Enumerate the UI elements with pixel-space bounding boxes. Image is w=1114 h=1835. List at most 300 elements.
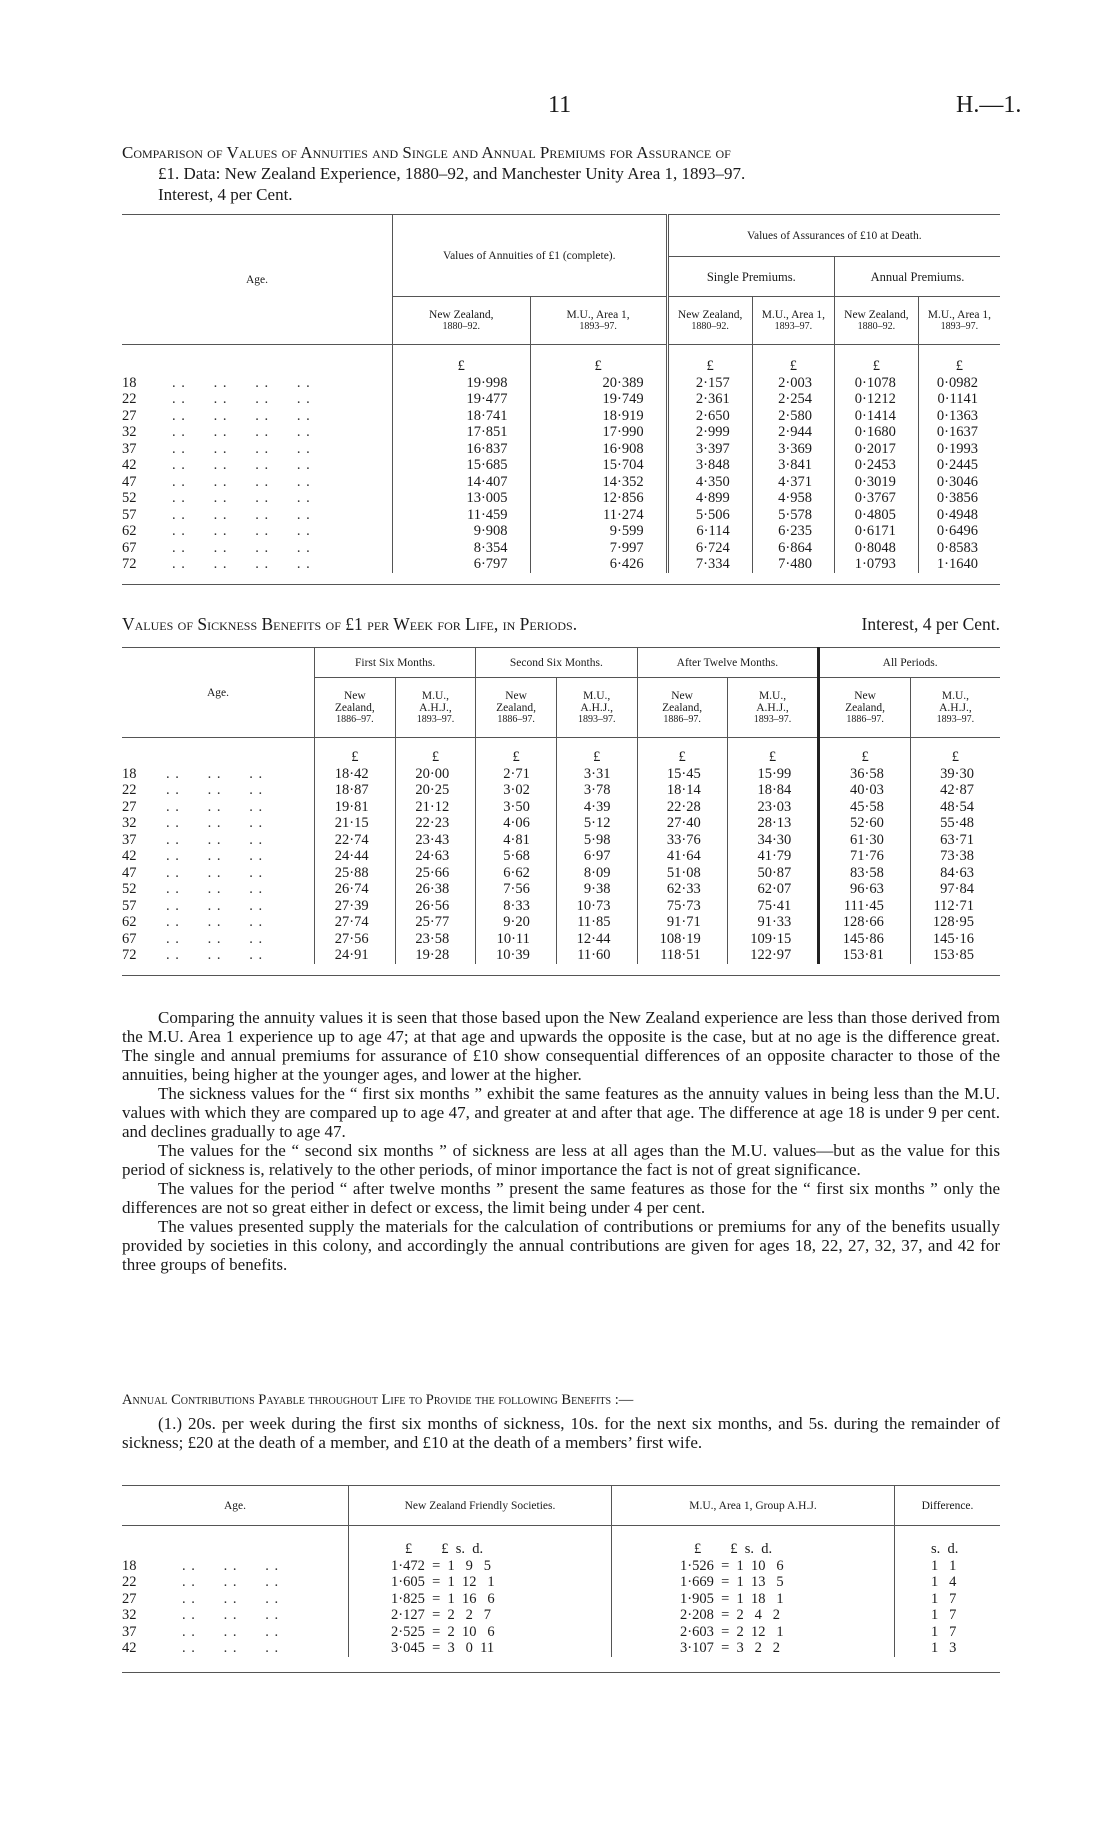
column-header-line: New [854, 689, 876, 702]
value-cell: 21·12 [395, 799, 476, 816]
value-cell: 6·114 [667, 523, 752, 540]
age-value: 62 [122, 523, 137, 539]
value-cell: 17·851 [393, 424, 531, 441]
age-value: 22 [122, 782, 137, 798]
column-header [667, 297, 752, 345]
column-header-line: Zealand, [496, 701, 537, 714]
table1-title [122, 142, 1000, 205]
value-cell: 9·38 [556, 881, 637, 898]
column-header-years: 1893–97. [579, 320, 617, 332]
value-cell: 40·03 [819, 782, 911, 799]
table-row [122, 1624, 1000, 1641]
value-cell: 14·407 [393, 474, 531, 491]
column-header [395, 678, 476, 738]
mu-value: 1·669 = 1 13 5 [612, 1574, 895, 1591]
value-cell: 4·39 [556, 799, 637, 816]
nz-value: 1·605 = 1 12 1 [349, 1574, 612, 1591]
value-cell: 19·998 [393, 375, 531, 392]
mu-value: 2·603 = 2 12 1 [612, 1624, 895, 1641]
age-cell [122, 931, 315, 948]
value-cell: 0·3019 [834, 474, 918, 491]
age-cell [122, 815, 315, 832]
value-cell: 19·749 [530, 391, 667, 408]
table-row [122, 914, 1000, 931]
column-header-years: 1886–97. [336, 713, 374, 725]
value-cell: 5·12 [556, 815, 637, 832]
value-cell: 23·58 [395, 931, 476, 948]
value-cell: 75·73 [637, 898, 727, 915]
value-cell: 0·8583 [918, 540, 1000, 557]
value-cell: 7·334 [667, 556, 752, 573]
value-cell: 8·09 [556, 865, 637, 882]
annual-contributions-table [122, 1485, 1000, 1673]
value-cell: 18·87 [315, 782, 396, 799]
value-cell: 0·8048 [834, 540, 918, 557]
annual-premiums-header: Annual Premiums. [834, 257, 1000, 297]
difference-value: 1 7 [895, 1607, 1001, 1624]
column-header [727, 678, 819, 738]
table-row [122, 474, 1000, 491]
age-cell [122, 898, 315, 915]
value-cell: 11·459 [393, 507, 531, 524]
age-header: Age. [245, 273, 269, 286]
value-cell: 83·58 [819, 865, 911, 882]
mu-value: 1·526 = 1 10 6 [612, 1558, 895, 1575]
value-cell: 0·1637 [918, 424, 1000, 441]
value-cell: 3·841 [752, 457, 834, 474]
age-cell [122, 782, 315, 799]
value-cell: 20·00 [395, 766, 476, 783]
column-header-line: Zealand, [845, 701, 886, 714]
value-cell: 26·74 [315, 881, 396, 898]
value-cell: 0·1993 [918, 441, 1000, 458]
age-value: 42 [122, 1640, 137, 1656]
leader-dots: . . . . . . [166, 782, 264, 798]
mu-value: 3·107 = 3 2 2 [612, 1640, 895, 1657]
age-value: 22 [122, 391, 137, 407]
value-cell: 19·28 [395, 947, 476, 964]
value-cell: 18·84 [727, 782, 819, 799]
value-cell: 23·03 [727, 799, 819, 816]
age-cell [122, 832, 315, 849]
unit-row [122, 345, 1000, 375]
age-cell [122, 1574, 349, 1591]
age-value: 22 [122, 1574, 137, 1590]
value-cell: 73·38 [910, 848, 1000, 865]
value-cell: 22·23 [395, 815, 476, 832]
column-header-years: 1880–92. [442, 320, 481, 332]
value-cell: 0·3767 [834, 490, 918, 507]
column-header-line: New [343, 689, 366, 702]
value-cell: 41·79 [727, 848, 819, 865]
leader-dots: . . . . . . [166, 848, 264, 864]
pound-unit: £ [556, 738, 637, 766]
leader-dots: . . . . . . [182, 1607, 280, 1623]
age-value: 67 [122, 539, 137, 556]
value-cell: 8·33 [476, 898, 557, 915]
table-row [122, 815, 1000, 832]
value-cell: 21·15 [315, 815, 396, 832]
value-cell: 42·87 [910, 782, 1000, 799]
leader-dots: . . . . . . [166, 831, 264, 848]
annuities-header: Values of Annuities of £1 (complete). [393, 215, 668, 297]
value-cell: 0·4948 [918, 507, 1000, 524]
age-value: 62 [122, 914, 137, 930]
column-header-years: 1893–97. [416, 713, 455, 725]
leader-dots: . . . . . . [166, 864, 264, 881]
value-cell: 0·2017 [834, 441, 918, 458]
value-cell: 145·16 [910, 931, 1000, 948]
age-cell [122, 766, 315, 783]
value-cell: 18·42 [315, 766, 396, 783]
value-cell: 2·580 [752, 408, 834, 425]
value-cell: 28·13 [727, 815, 819, 832]
value-cell: 10·11 [476, 931, 557, 948]
age-value: 32 [122, 1607, 137, 1623]
column-header-line: A.H.J., [939, 701, 972, 714]
value-cell: 0·1212 [834, 391, 918, 408]
column-header [556, 678, 637, 738]
page-number: 11 [548, 92, 572, 118]
age-cell [122, 441, 393, 458]
value-cell: 5·578 [752, 507, 834, 524]
difference-value: 1 4 [895, 1574, 1001, 1591]
age-cell [122, 490, 393, 507]
value-cell: 0·1078 [834, 375, 918, 392]
age-value: 18 [122, 765, 137, 782]
value-cell: 9·599 [530, 523, 667, 540]
paragraph: The values for the period “ after twelve months ” present the same features as those for the “ first six months ” only the differences are not so great either in defect or excess, the limit being under 4 per cent. [122, 1179, 1000, 1217]
value-cell: 0·2453 [834, 457, 918, 474]
column-header-line: M.U., [583, 689, 611, 702]
value-cell: 0·2445 [918, 457, 1000, 474]
value-cell: 2·157 [667, 375, 752, 392]
value-cell: 18·741 [393, 408, 531, 425]
difference-value: 1 7 [895, 1591, 1001, 1608]
value-cell: 3·848 [667, 457, 752, 474]
age-value: 27 [122, 407, 137, 424]
value-cell: 112·71 [910, 898, 1000, 915]
column-header-line: New Zealand, [844, 308, 909, 321]
pound-unit: £ [727, 738, 819, 766]
value-cell: 18·919 [530, 408, 667, 425]
table-row [122, 881, 1000, 898]
nz-value: 3·045 = 3 0 11 [349, 1640, 612, 1657]
column-header-years: 1893–97. [936, 713, 975, 725]
difference-header: Difference. [895, 1486, 1001, 1526]
period-header: Second Six Months. [476, 648, 637, 678]
age-cell [122, 391, 393, 408]
value-cell: 3·369 [752, 441, 834, 458]
value-cell: 63·71 [910, 832, 1000, 849]
unit-label: £ £ s. d. [349, 1526, 612, 1558]
value-cell: 0·3046 [918, 474, 1000, 491]
table-row [122, 391, 1000, 408]
value-cell: 97·84 [910, 881, 1000, 898]
column-header [752, 297, 834, 345]
value-cell: 24·63 [395, 848, 476, 865]
section-title: Values of Sickness Benefits of £1 per Week for Life, in Periods. [122, 614, 578, 634]
value-cell: 16·908 [530, 441, 667, 458]
value-cell: 2·71 [476, 766, 557, 783]
age-cell [122, 1607, 349, 1624]
column-header-years: 1880–92. [857, 320, 896, 332]
value-cell: 13·005 [393, 490, 531, 507]
age-cell [122, 523, 393, 540]
value-cell: 3·31 [556, 766, 637, 783]
table2-title [122, 614, 1000, 635]
pound-unit: £ [393, 345, 531, 375]
column-header-line: M.U., [941, 689, 969, 702]
value-cell: 22·28 [637, 799, 727, 816]
pound-unit: £ [819, 738, 911, 766]
mu-value: 1·905 = 1 18 1 [612, 1591, 895, 1608]
value-cell: 18·14 [637, 782, 727, 799]
value-cell: 48·54 [910, 799, 1000, 816]
pound-unit: £ [315, 738, 396, 766]
pound-unit: £ [476, 738, 557, 766]
value-cell: 4·350 [667, 474, 752, 491]
value-cell: 15·99 [727, 766, 819, 783]
value-cell: 20·389 [530, 375, 667, 392]
mu-header: M.U., Area 1, Group A.H.J. [612, 1486, 895, 1526]
leader-dots: . . . . . . [182, 1590, 280, 1607]
value-cell: 15·45 [637, 766, 727, 783]
age-cell [122, 408, 393, 425]
value-cell: 4·958 [752, 490, 834, 507]
sickness-benefits-table [122, 647, 1000, 976]
unit-row [122, 1526, 1000, 1558]
value-cell: 6·235 [752, 523, 834, 540]
value-cell: 23·43 [395, 832, 476, 849]
value-cell: 11·60 [556, 947, 637, 964]
pound-unit: £ [530, 345, 667, 375]
value-cell: 0·1363 [918, 408, 1000, 425]
value-cell: 10·73 [556, 898, 637, 915]
column-header-years: 1886–97. [846, 713, 884, 725]
column-header-line: M.U., [758, 689, 787, 702]
value-cell: 10·39 [476, 947, 557, 964]
leader-dots: . . . . . . . . [172, 407, 311, 424]
column-header [918, 297, 1000, 345]
value-cell: 2·650 [667, 408, 752, 425]
age-cell [122, 881, 315, 898]
age-cell [122, 424, 393, 441]
paragraph: The sickness values for the “ first six months ” exhibit the same features as the annuity values in being less than the M.U. values with which they are compared up to age 47, and greater at and after that age. The difference at age 18 is under 9 per cent. and declines gradually to age 47. [122, 1084, 1000, 1141]
value-cell: 6·97 [556, 848, 637, 865]
column-header-line: New Zealand, [429, 308, 494, 321]
value-cell: 6·797 [393, 556, 531, 573]
value-cell: 4·371 [752, 474, 834, 491]
table-row [122, 1607, 1000, 1624]
value-cell: 27·39 [315, 898, 396, 915]
value-cell: 14·352 [530, 474, 667, 491]
value-cell: 3·02 [476, 782, 557, 799]
period-header: After Twelve Months. [637, 648, 819, 678]
leader-dots: . . . . . . [166, 815, 264, 831]
age-value: 42 [122, 848, 137, 864]
title-line: Comparison of Values of Annuities and Single and Annual Premiums for Assurance of [122, 143, 731, 162]
leader-dots: . . . . . . [182, 1557, 280, 1574]
value-cell: 51·08 [637, 865, 727, 882]
leader-dots: . . . . . . . . [172, 490, 311, 506]
age-cell [122, 1591, 349, 1608]
age-value: 32 [122, 424, 137, 440]
document-reference: H.—1. [956, 92, 1022, 118]
interest-note: Interest, 4 per Cent. [861, 614, 1000, 634]
value-cell: 153·85 [910, 947, 1000, 964]
value-cell: 62·07 [727, 881, 819, 898]
value-cell: 12·44 [556, 931, 637, 948]
value-cell: 26·38 [395, 881, 476, 898]
value-cell: 7·480 [752, 556, 834, 573]
table-row [122, 848, 1000, 865]
title-line: Interest, 4 per Cent. [158, 185, 293, 204]
value-cell: 84·63 [910, 865, 1000, 882]
value-cell: 96·63 [819, 881, 911, 898]
column-header-years: 1893–97. [577, 713, 616, 725]
value-cell: 118·51 [637, 947, 727, 964]
column-header-line: A.H.J., [580, 701, 613, 714]
column-header-years: 1886–97. [663, 713, 701, 725]
unit-row [122, 738, 1000, 766]
column-header-line: New [671, 689, 693, 702]
value-cell: 3·50 [476, 799, 557, 816]
paragraph: The values presented supply the materials for the calculation of contributions or premiums for any of the benefits usually provided by societies in this colony, and accordingly the annual contributions are given for ages 18, 22, 27, 32, 37, and 42 for three groups of benefits. [122, 1217, 1000, 1274]
leader-dots: . . . . . . . . [172, 523, 311, 539]
value-cell: 2·254 [752, 391, 834, 408]
table-row [122, 1591, 1000, 1608]
value-cell: 12·856 [530, 490, 667, 507]
value-cell: 15·685 [393, 457, 531, 474]
value-cell: 8·354 [393, 540, 531, 557]
value-cell: 41·64 [637, 848, 727, 865]
leader-dots: . . . . . . . . [172, 440, 311, 457]
age-value: 72 [122, 556, 137, 572]
value-cell: 39·30 [910, 766, 1000, 783]
paragraph: The values for the “ second six months ” of sickness are less at all ages than the M.U. values—but as the value for this period of sickness is, relatively to the other periods, of minor importance the fact is not of great significance. [122, 1141, 1000, 1179]
value-cell: 9·20 [476, 914, 557, 931]
value-cell: 2·999 [667, 424, 752, 441]
age-cell [122, 799, 315, 816]
value-cell: 50·87 [727, 865, 819, 882]
unit-label: s. d. [895, 1526, 1001, 1558]
table-row [122, 490, 1000, 507]
table-row [122, 375, 1000, 392]
value-cell: 1·1640 [918, 556, 1000, 573]
value-cell: 27·40 [637, 815, 727, 832]
age-cell [122, 848, 315, 865]
value-cell: 24·44 [315, 848, 396, 865]
leader-dots: . . . . . . [182, 1640, 280, 1656]
column-header-line: M.U., Area 1, [566, 308, 630, 321]
value-cell: 5·98 [556, 832, 637, 849]
age-value: 42 [122, 457, 137, 473]
value-cell: 25·88 [315, 865, 396, 882]
value-cell: 15·704 [530, 457, 667, 474]
value-cell: 0·6171 [834, 523, 918, 540]
commentary [122, 1008, 1000, 1274]
difference-value: 1 1 [895, 1558, 1001, 1575]
value-cell: 0·1414 [834, 408, 918, 425]
age-value: 57 [122, 506, 137, 523]
value-cell: 2·003 [752, 375, 834, 392]
table-row [122, 865, 1000, 882]
column-header-years: 1886–97. [497, 713, 535, 725]
leader-dots: . . . . . . [182, 1574, 280, 1590]
age-value: 47 [122, 473, 137, 490]
value-cell: 75·41 [727, 898, 819, 915]
annuities-table [122, 214, 1000, 585]
unit-label: £ £ s. d. [612, 1526, 895, 1558]
value-cell: 6·426 [530, 556, 667, 573]
age-value: 57 [122, 897, 137, 914]
value-cell: 122·97 [727, 947, 819, 964]
column-header [315, 678, 396, 738]
age-value: 52 [122, 490, 137, 506]
table-row [122, 523, 1000, 540]
column-header-line: A.H.J., [756, 701, 789, 714]
column-header-years: 1893–97. [940, 320, 979, 332]
leader-dots: . . . . . . [182, 1623, 280, 1640]
column-header [834, 297, 918, 345]
value-cell: 11·85 [556, 914, 637, 931]
leader-dots: . . . . . . [166, 897, 264, 914]
age-value: 37 [122, 1623, 137, 1640]
table-row [122, 898, 1000, 915]
table-row [122, 556, 1000, 573]
paragraph: Comparing the annuity values it is seen that those based upon the New Zealand experience are less than those derived from the M.U. Area 1 experience up to age 47; at that age and upwards the opposite is the case, but at no age is the difference great. The single and annual premiums for assurance of £10 show consequential differences of an opposite character to those of the annuities, being higher at the younger ages, and lower at the higher. [122, 1008, 1000, 1084]
pound-unit: £ [918, 345, 1000, 375]
value-cell: 153·81 [819, 947, 911, 964]
age-cell [122, 375, 393, 392]
period-header: All Periods. [819, 648, 1000, 678]
value-cell: 52·60 [819, 815, 911, 832]
age-cell [122, 1640, 349, 1657]
column-header-line: A.H.J., [419, 701, 452, 714]
value-cell: 0·0982 [918, 375, 1000, 392]
age-cell [122, 865, 315, 882]
age-value: 67 [122, 930, 137, 947]
age-value: 52 [122, 881, 137, 897]
leader-dots: . . . . . . . . [172, 506, 311, 523]
table-row [122, 1640, 1000, 1657]
value-cell: 4·06 [476, 815, 557, 832]
leader-dots: . . . . . . . . [172, 374, 311, 391]
age-value: 18 [122, 1557, 137, 1574]
value-cell: 11·274 [530, 507, 667, 524]
single-premiums-header: Single Premiums. [667, 257, 834, 297]
value-cell: 16·837 [393, 441, 531, 458]
value-cell: 2·944 [752, 424, 834, 441]
table-row [122, 1558, 1000, 1575]
leader-dots: . . . . . . . . [172, 473, 311, 490]
age-value: 72 [122, 947, 137, 963]
value-cell: 55·48 [910, 815, 1000, 832]
value-cell: 1·0793 [834, 556, 918, 573]
value-cell: 24·91 [315, 947, 396, 964]
column-header-line: M.U., Area 1, [761, 308, 825, 321]
column-header-years: 1893–97. [753, 713, 792, 725]
value-cell: 27·74 [315, 914, 396, 931]
value-cell: 25·77 [395, 914, 476, 931]
age-cell [122, 507, 393, 524]
table-row [122, 1574, 1000, 1591]
value-cell: 27·56 [315, 931, 396, 948]
table-row [122, 424, 1000, 441]
column-header-years: 1893–97. [774, 320, 813, 332]
leader-dots: . . . . . . . . [172, 556, 311, 572]
